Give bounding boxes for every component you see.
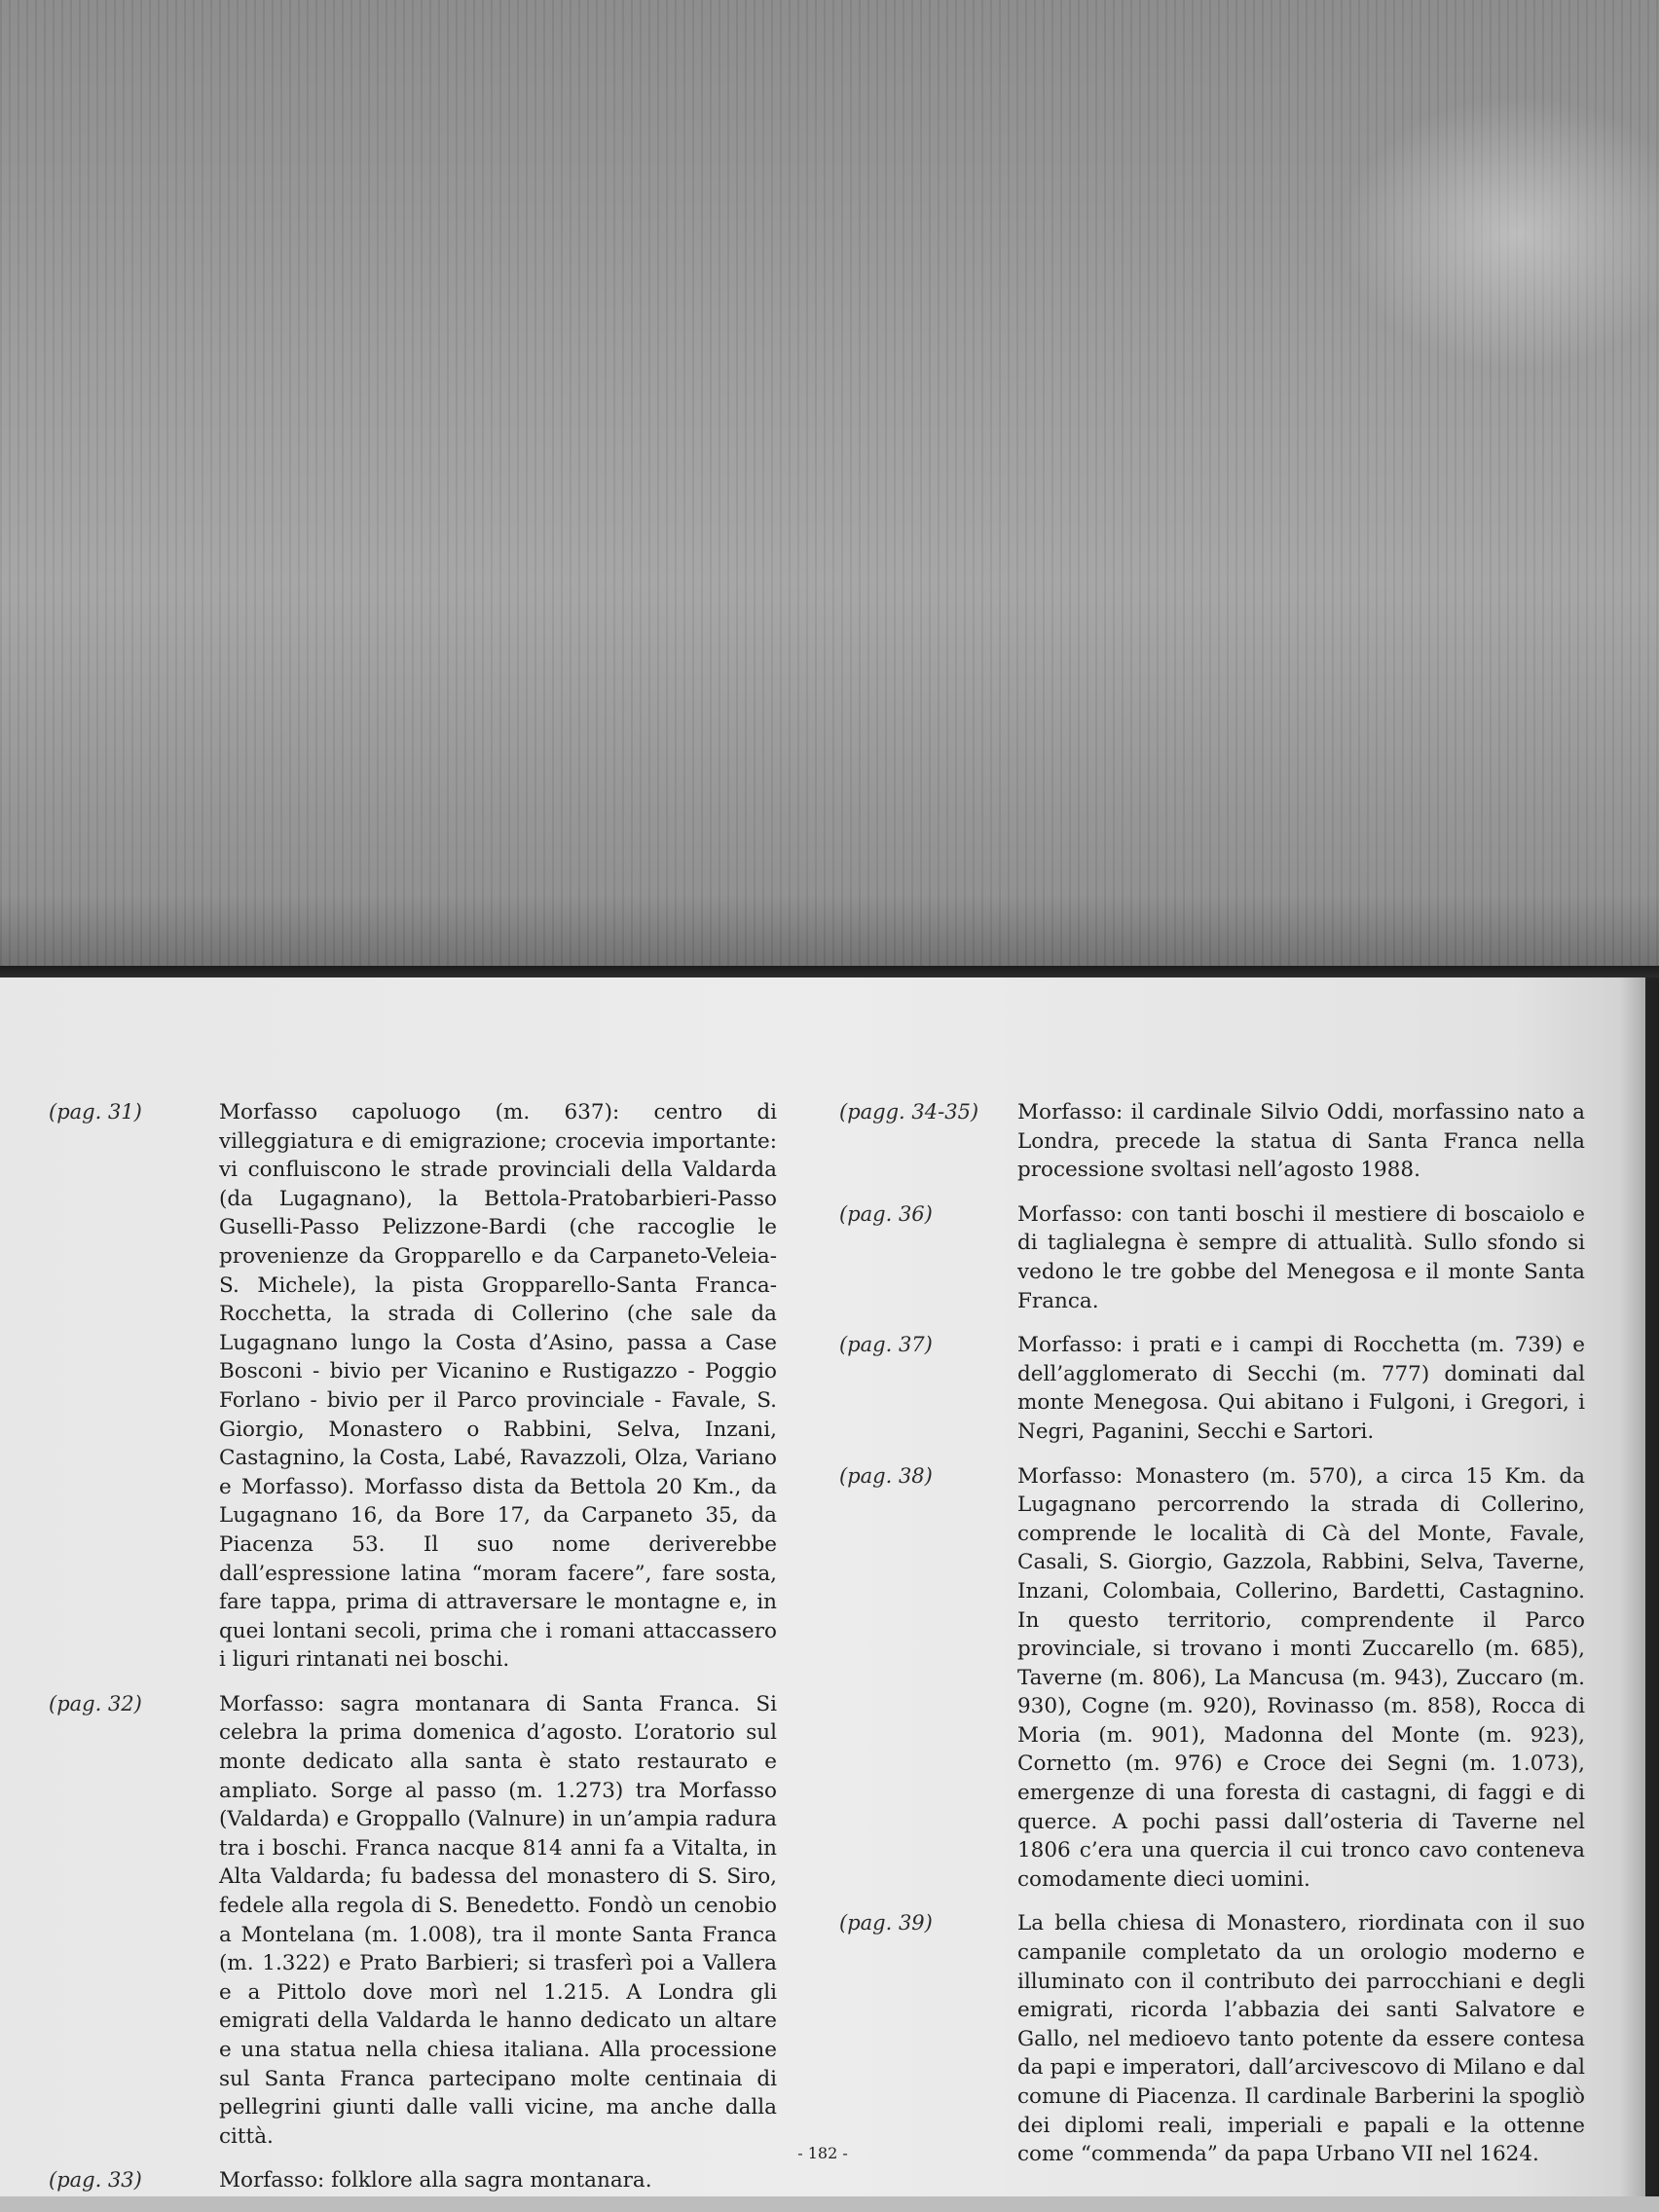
page-reference: (pag. 37) (839, 1333, 933, 1357)
caption-entry (839, 1462, 1585, 1895)
caption-text: Morfasso capoluogo (m. 637): centro di villeggiatura e di emigrazione; crocevia importante: vi confluiscono le strade provinciali della Valdarda (da Lugagnano), la Bettola-Pratobarbieri-Passo Guselli-Passo Pelizzone-Bardi (che raccoglie le provenienze da Gropparello e da Carpaneto-Veleia-S. Michele), la pista Gropparello-Santa Franca-Rocchetta, la strada di Collerino (che sale da Lugagnano lungo la Costa d’Asino, passa a Case Bosconi - bivio per Vicanino e Rustigazzo - Poggio Forlano - bivio per il Parco provinciale - Favale, S. Giorgio, Monastero o Rabbini, Selva, Inzani, Castagnino, la Costa, Labé, Ravazzoli, Olza, Variano e Morfasso). Morfasso dista da Bettola 20 Km., da Lugagnano 16, da Bore 17, da Carpaneto 35, da Piacenza 53. Il suo nome deriverebbe dall’espressione latina “moram facere”, fare sosta, fare tappa, prima di attraversare le montagne e, in quei lontani secoli, prima che i romani attaccassero i liguri rintanati nei boschi. (219, 1100, 777, 1673)
caption-text: Morfasso: folklore alla sagra montanara. (219, 2168, 652, 2194)
page-number: - 182 - (797, 2144, 848, 2162)
caption-entry (49, 2166, 777, 2195)
page-reference: (pagg. 34-35) (839, 1100, 979, 1124)
caption-entry (839, 1331, 1585, 1446)
caption-text: La bella chiesa di Monastero, riordinata con il suo campanile completato da un orologio moderno e illuminato con il contributo dei parrocchiani e degli emigrati, ricorda l’abbazia dei santi Salvatore e Gallo, nel medioevo tanto potente da essere contesa da papi e imperatori, dall’arcivescovo di Milano e dal comune di Piacenza. Il cardinale Barberini la spogliò dei diplomi reali, imperiali e papali e la ottenne come “commenda” da papa Urbano VII nel 1624. (1017, 1911, 1585, 2167)
bottom-page-edge (0, 2196, 1659, 2212)
caption-text: Morfasso: Monastero (m. 570), a circa 15 Km. da Lugagnano percorrendo la strada di Collerino, comprende le località di Cà del Monte, Favale, Casali, S. Giorgio, Gazzola, Rabbini, Selva, Taverne, Inzani, Colombaia, Collerino, Bardetti, Castagnino. In questo territorio, comprendente il Parco provinciale, si trovano i monti Zuccarello (m. 685), Taverne (m. 806), La Mancusa (m. 943), Zuccaro (m. 930), Cogne (m. 920), Rovinasso (m. 858), Rocca di Moria (m. 901), Madonna del Monte (m. 923), Cornetto (m. 976) e Croce dei Segni (m. 1.073), emergenze di una foresta di castagni, di faggi e di querce. A pochi passi dall’osteria di Taverne nel 1806 c’era una quercia il cui tronco cavo conteneva comodamente dieci uomini. (1017, 1463, 1585, 1892)
caption-entry (49, 1690, 777, 2152)
page-reference: (pag. 33) (49, 2168, 142, 2193)
right-column (839, 1098, 1585, 2185)
page-reference: (pag. 36) (839, 1201, 933, 1226)
page-gutter-shadow (1620, 977, 1659, 2212)
caption-entry (839, 1909, 1585, 2168)
table-surface-background (0, 0, 1659, 972)
caption-text: Morfasso: con tanti boschi il mestiere di boscaiolo e di taglialegna è sempre di attualità. Sullo sfondo si vedono le tre gobbe del Menegosa e il monte Santa Franca. (1017, 1201, 1585, 1313)
caption-entry (839, 1098, 1585, 1185)
page-reference: (pag. 32) (49, 1691, 142, 1715)
caption-text: Morfasso: i prati e i campi di Rocchetta (m. 739) e dell’agglomerato di Secchi (m. 777) dominati dal monte Menegosa. Qui abitano i Fulgoni, i Gregori, i Negri, Paganini, Secchi e Sartori. (1017, 1333, 1585, 1444)
caption-entry (839, 1200, 1585, 1315)
caption-text: Morfasso: sagra montanara di Santa Franca. Si celebra la prima domenica d’agosto. L’oratorio sul monte dedicato alla santa è stato restaurato e ampliato. Sorge al passo (m. 1.273) tra Morfasso (Valdarda) e Groppallo (Valnure) in un’ampia radura tra i boschi. Franca nacque 814 anni fa a Vitalta, in Alta Valdarda; fu badessa del monastero di S. Siro, fedele alla regola di S. Benedetto. Fondò un cenobio a Montelana (m. 1.008), tra il monte Santa Franca (m. 1.322) e Prato Barbieri; si trasferì poi a Vallera e a Pittolo dove morì nel 1.215. A Londra gli emigrati della Valdarda le hanno dedicato un altare e una statua nella chiesa italiana. Alla processione sul Santa Franca partecipano molte centinaia di pellegrini giunti dalle valli vicine, ma anche dalla città. (219, 1691, 777, 2149)
caption-entry (49, 1098, 777, 1675)
left-column (49, 1098, 777, 2211)
page-reference: (pag. 39) (839, 1911, 933, 1936)
book-page (0, 977, 1645, 2212)
page-reference: (pag. 31) (49, 1100, 142, 1124)
caption-text: Morfasso: il cardinale Silvio Oddi, morfassino nato a Londra, precede la statua di Santa Franca nella processione svoltasi nell’agosto 1988. (1017, 1100, 1585, 1183)
page-reference: (pag. 38) (839, 1463, 933, 1488)
